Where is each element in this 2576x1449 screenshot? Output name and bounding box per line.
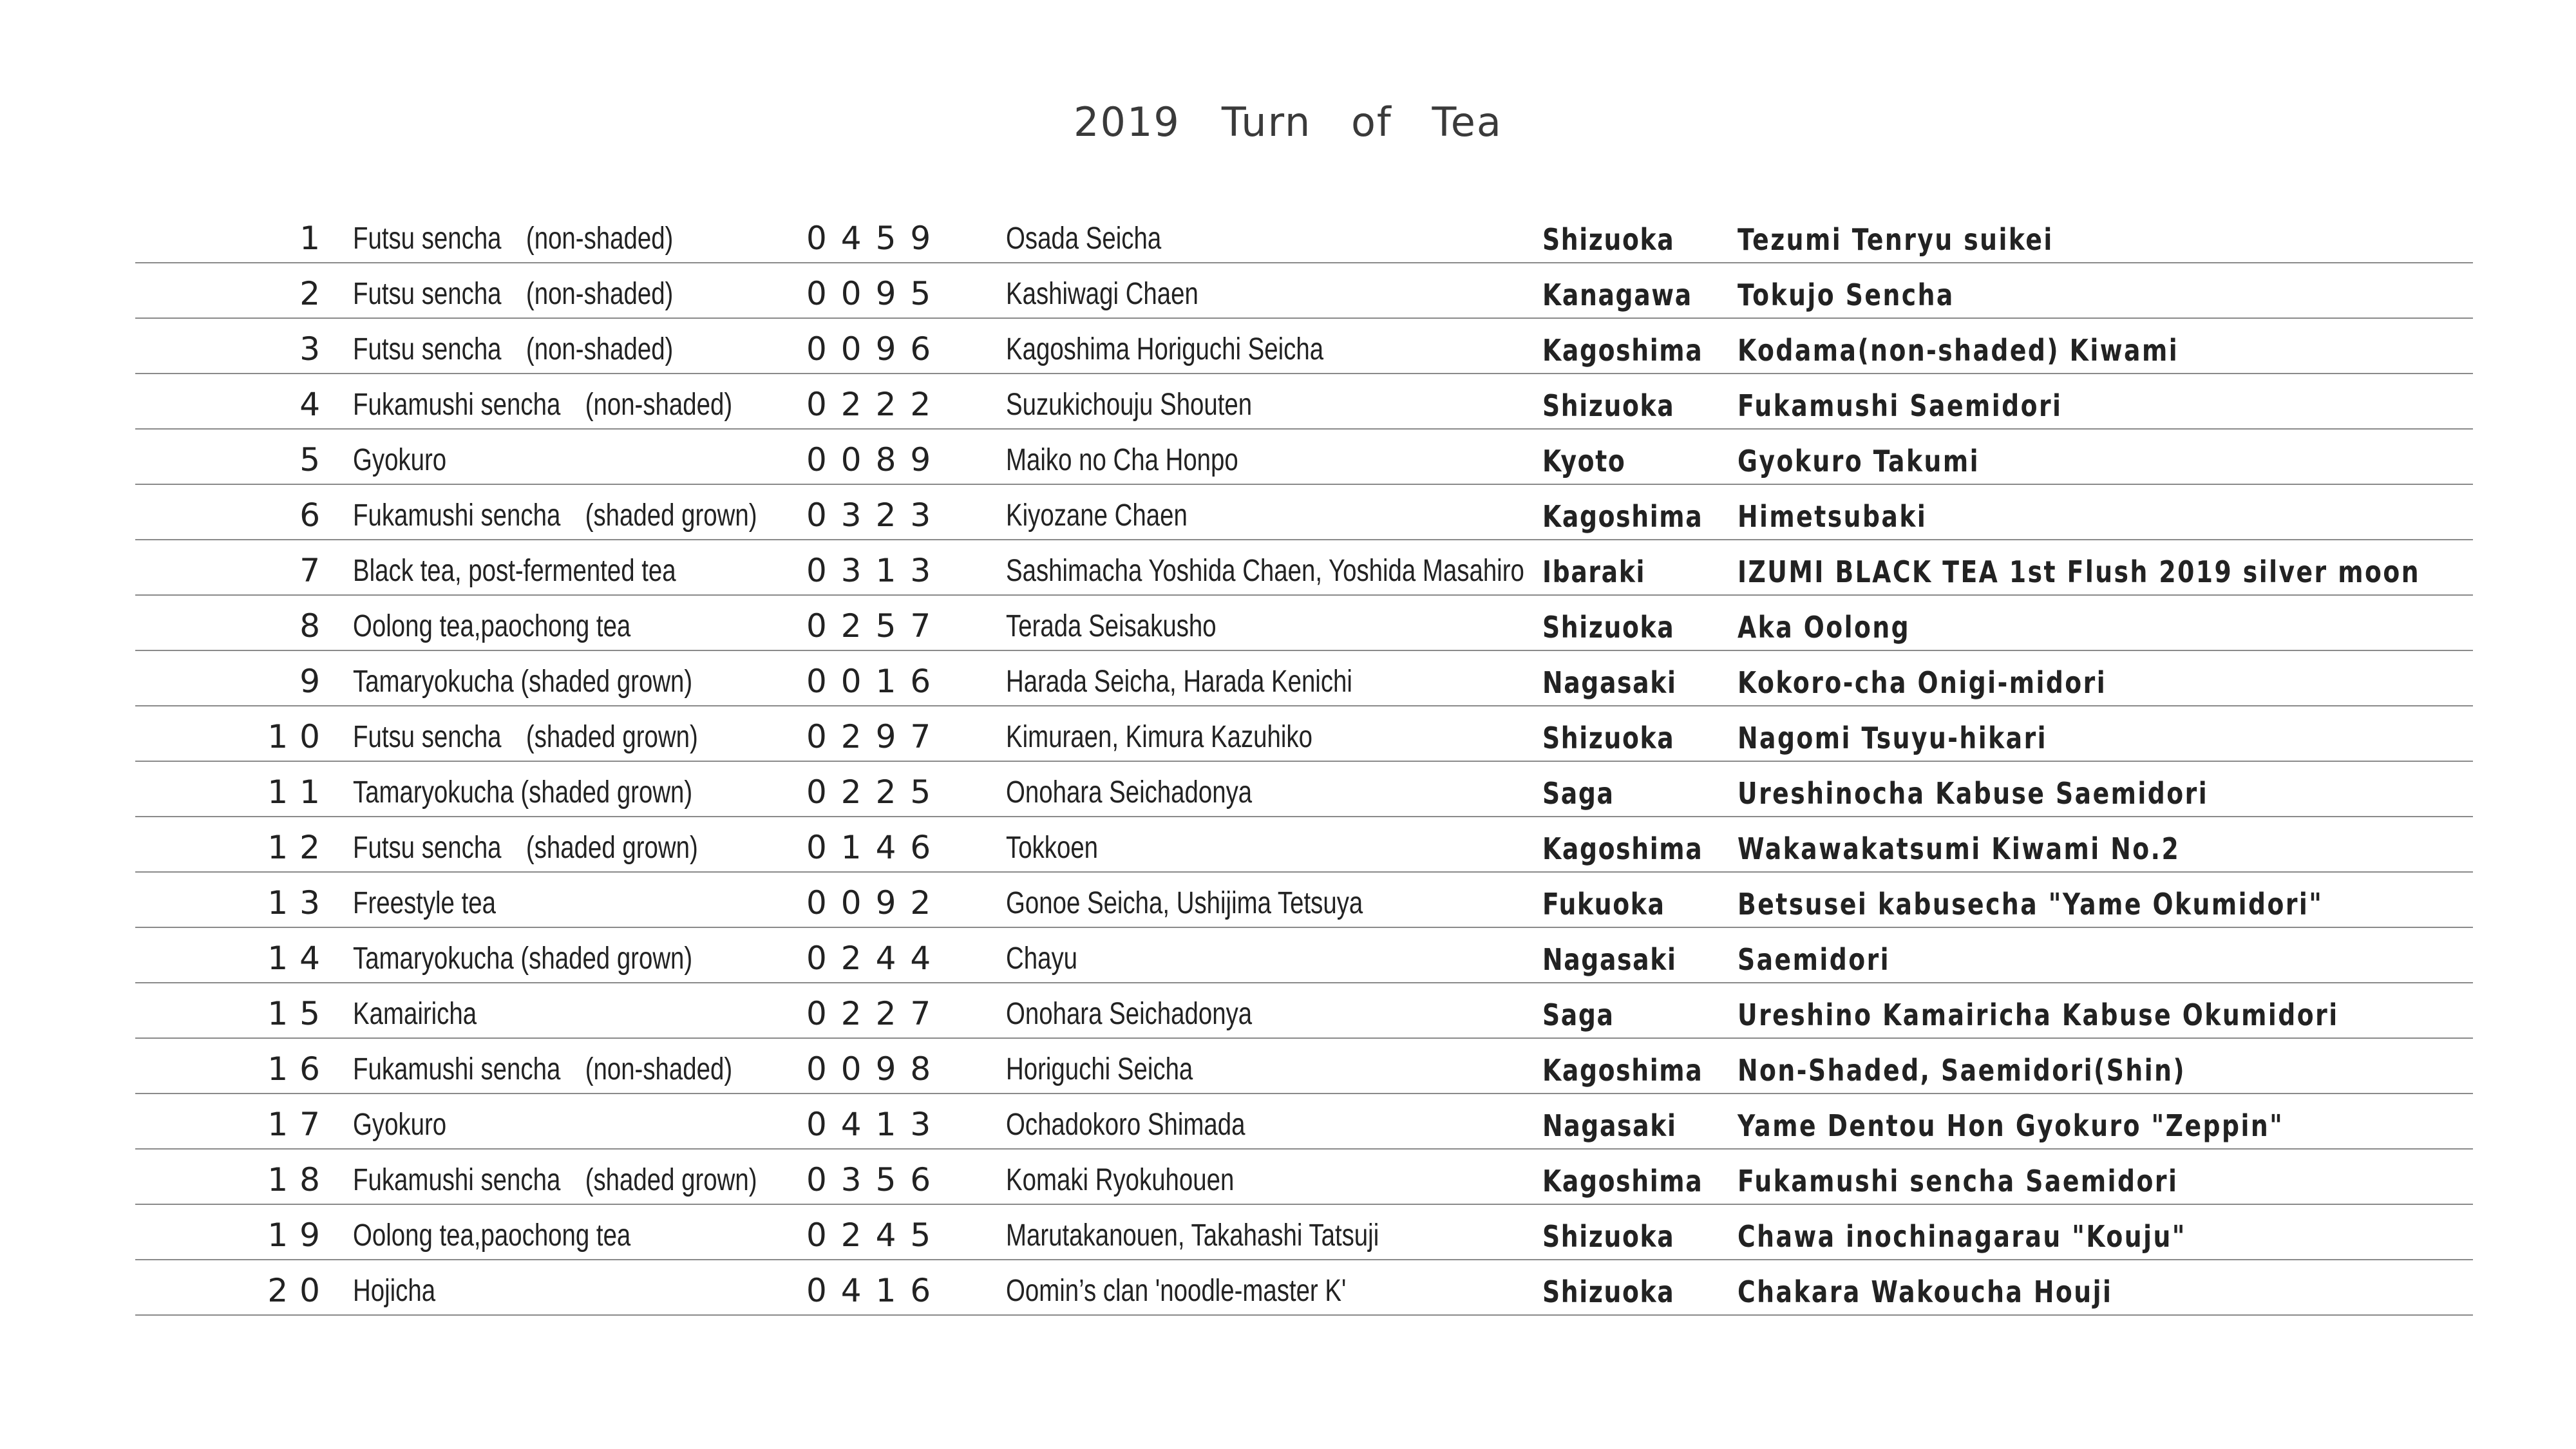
entry-number-cell: 0225 <box>806 773 945 811</box>
category-cell: Oolong tea,paochong tea <box>353 1218 631 1253</box>
rank-cell: 17 <box>267 1106 332 1143</box>
tea-name-cell: IZUMI BLACK TEA 1st Flush 2019 silver moon <box>1738 554 2421 589</box>
rank-cell: 4 <box>299 386 332 423</box>
category-cell: Fukamushi sencha (shaded grown) <box>353 498 757 533</box>
page-title: 2019 Turn of Tea <box>1074 99 1502 146</box>
tea-name-cell: Chawa inochinagarau "Kouju" <box>1738 1219 2186 1254</box>
tea-name-cell: Saemidori <box>1738 942 1891 977</box>
tea-name-cell: Kodama(non-shaded) Kiwami <box>1738 333 2179 368</box>
entry-number-cell: 0245 <box>806 1217 945 1254</box>
producer-cell: Horiguchi Seicha <box>1006 1052 1193 1086</box>
category-cell: Fukamushi sencha (shaded grown) <box>353 1163 757 1197</box>
tea-name-cell: Aka Oolong <box>1738 610 1911 645</box>
rank-cell: 9 <box>299 663 332 700</box>
tea-name-cell: Fukamushi sencha Saemidori <box>1738 1164 2179 1198</box>
rank-cell: 3 <box>299 330 332 368</box>
table-row <box>135 430 2473 485</box>
rank-cell: 10 <box>267 718 332 755</box>
category-cell: Futsu sencha (non-shaded) <box>353 222 674 256</box>
rank-cell: 5 <box>299 441 332 478</box>
category-cell: Kamairicha <box>353 997 477 1031</box>
prefecture-cell: Fukuoka <box>1542 887 1665 922</box>
tea-name-cell: Wakawakatsumi Kiwami No.2 <box>1738 831 2181 866</box>
entry-number-cell: 0222 <box>806 386 945 423</box>
tea-name-cell: Ureshinocha Kabuse Saemidori <box>1738 776 2209 811</box>
producer-cell: Kashiwagi Chaen <box>1006 277 1198 311</box>
category-cell: Tamaryokucha (shaded grown) <box>353 665 693 699</box>
table-row <box>135 928 2473 983</box>
category-cell: Black tea, post-fermented tea <box>353 554 676 588</box>
rank-cell: 2 <box>299 275 332 312</box>
prefecture-cell: Kagoshima <box>1542 1053 1703 1088</box>
producer-cell: Marutakanouen, Takahashi Tatsuji <box>1006 1218 1379 1253</box>
prefecture-cell: Kagoshima <box>1542 499 1703 534</box>
rank-cell: 19 <box>267 1217 332 1254</box>
tea-name-cell: Himetsubaki <box>1738 499 1927 534</box>
prefecture-cell: Nagasaki <box>1542 1108 1677 1143</box>
producer-cell: Terada Seisakusho <box>1006 609 1217 643</box>
producer-cell: Komaki Ryokuhouen <box>1006 1163 1235 1197</box>
category-cell: Futsu sencha (non-shaded) <box>353 277 674 311</box>
tea-name-cell: Tezumi Tenryu suikei <box>1738 222 2054 257</box>
table-row <box>135 651 2473 706</box>
producer-cell: Ochadokoro Shimada <box>1006 1108 1245 1142</box>
rank-cell: 6 <box>299 497 332 534</box>
producer-cell: Onohara Seichadonya <box>1006 997 1253 1031</box>
entry-number-cell: 0146 <box>806 829 945 866</box>
entry-number-cell: 0459 <box>806 220 945 257</box>
prefecture-cell: Kagoshima <box>1542 831 1703 866</box>
rank-cell: 14 <box>267 940 332 977</box>
producer-cell: Harada Seicha, Harada Kenichi <box>1006 665 1352 699</box>
entry-number-cell: 0227 <box>806 995 945 1032</box>
rank-cell: 18 <box>267 1161 332 1198</box>
entry-number-cell: 0413 <box>806 1106 945 1143</box>
tea-name-cell: Yame Dentou Hon Gyokuro "Zeppin" <box>1738 1108 2284 1143</box>
category-cell: Hojicha <box>353 1274 436 1308</box>
table-row <box>135 1205 2473 1260</box>
table-row <box>135 1039 2473 1094</box>
prefecture-cell: Shizuoka <box>1542 721 1675 755</box>
entry-number-cell: 0095 <box>806 275 945 312</box>
prefecture-cell: Shizuoka <box>1542 388 1675 423</box>
table-row <box>135 1150 2473 1205</box>
rank-cell: 8 <box>299 607 332 645</box>
producer-cell: Maiko no Cha Honpo <box>1006 443 1238 477</box>
rank-cell: 1 <box>299 220 332 257</box>
producer-cell: Suzukichouju Shouten <box>1006 388 1253 422</box>
table-row <box>135 596 2473 651</box>
rank-cell: 7 <box>299 552 332 589</box>
prefecture-cell: Shizuoka <box>1542 1219 1675 1254</box>
table-row <box>135 485 2473 540</box>
rank-cell: 11 <box>267 773 332 811</box>
tea-name-cell: Kokoro-cha Onigi-midori <box>1738 665 2107 700</box>
entry-number-cell: 0244 <box>806 940 945 977</box>
table-row <box>135 706 2473 762</box>
producer-cell: Tokkoen <box>1006 831 1099 865</box>
producer-cell: Kimuraen, Kimura Kazuhiko <box>1006 720 1312 754</box>
prefecture-cell: Saga <box>1542 998 1615 1032</box>
entry-number-cell: 0356 <box>806 1161 945 1198</box>
entry-number-cell: 0089 <box>806 441 945 478</box>
category-cell: Futsu sencha (shaded grown) <box>353 831 698 865</box>
prefecture-cell: Kagoshima <box>1542 333 1703 368</box>
category-cell: Gyokuro <box>353 443 447 477</box>
category-cell: Freestyle tea <box>353 886 496 920</box>
rank-cell: 15 <box>267 995 332 1032</box>
table-row <box>135 1260 2473 1316</box>
entry-number-cell: 0092 <box>806 884 945 922</box>
category-cell: Tamaryokucha (shaded grown) <box>353 942 693 976</box>
producer-cell: Osada Seicha <box>1006 222 1162 256</box>
category-cell: Futsu sencha (shaded grown) <box>353 720 698 754</box>
tea-name-cell: Tokujo Sencha <box>1738 278 1955 312</box>
category-cell: Fukamushi sencha (non-shaded) <box>353 388 733 422</box>
table-row <box>135 762 2473 817</box>
prefecture-cell: Nagasaki <box>1542 942 1677 977</box>
tea-name-cell: Betsusei kabusecha "Yame Okumidori" <box>1738 887 2324 922</box>
tea-name-cell: Ureshino Kamairicha Kabuse Okumidori <box>1738 998 2339 1032</box>
category-cell: Tamaryokucha (shaded grown) <box>353 775 693 810</box>
tea-name-cell: Chakara Wakoucha Houji <box>1738 1274 2113 1309</box>
prefecture-cell: Kyoto <box>1542 444 1626 478</box>
rank-cell: 12 <box>267 829 332 866</box>
tea-name-cell: Fukamushi Saemidori <box>1738 388 2063 423</box>
table-row <box>135 873 2473 928</box>
producer-cell: Onohara Seichadonya <box>1006 775 1253 810</box>
entry-number-cell: 0416 <box>806 1272 945 1309</box>
producer-cell: Chayu <box>1006 942 1077 976</box>
producer-cell: Oomin’s clan 'noodle-master K' <box>1006 1274 1347 1308</box>
table-row <box>135 540 2473 596</box>
rank-cell: 13 <box>267 884 332 922</box>
prefecture-cell: Shizuoka <box>1542 1274 1675 1309</box>
tea-name-cell: Nagomi Tsuyu-hikari <box>1738 721 2048 755</box>
producer-cell: Kiyozane Chaen <box>1006 498 1188 533</box>
prefecture-cell: Kanagawa <box>1542 278 1692 312</box>
rank-cell: 16 <box>267 1050 332 1088</box>
prefecture-cell: Ibaraki <box>1542 554 1646 589</box>
rank-cell: 20 <box>267 1272 332 1309</box>
table-row <box>135 319 2473 374</box>
table-row <box>135 983 2473 1039</box>
category-cell: Futsu sencha (non-shaded) <box>353 332 674 366</box>
results-table <box>135 208 2473 1316</box>
producer-cell: Sashimacha Yoshida Chaen, Yoshida Masahiro <box>1006 554 1524 588</box>
entry-number-cell: 0257 <box>806 607 945 645</box>
prefecture-cell: Shizuoka <box>1542 610 1675 645</box>
entry-number-cell: 0096 <box>806 330 945 368</box>
table-row <box>135 1094 2473 1150</box>
tea-name-cell: Gyokuro Takumi <box>1738 444 1980 478</box>
table-row <box>135 208 2473 263</box>
prefecture-cell: Nagasaki <box>1542 665 1677 700</box>
table-row <box>135 374 2473 430</box>
table-row <box>135 817 2473 873</box>
prefecture-cell: Kagoshima <box>1542 1164 1703 1198</box>
prefecture-cell: Shizuoka <box>1542 222 1675 257</box>
category-cell: Oolong tea,paochong tea <box>353 609 631 643</box>
table-row <box>135 263 2473 319</box>
entry-number-cell: 0323 <box>806 497 945 534</box>
category-cell: Fukamushi sencha (non-shaded) <box>353 1052 733 1086</box>
entry-number-cell: 0297 <box>806 718 945 755</box>
entry-number-cell: 0016 <box>806 663 945 700</box>
category-cell: Gyokuro <box>353 1108 447 1142</box>
entry-number-cell: 0098 <box>806 1050 945 1088</box>
prefecture-cell: Saga <box>1542 776 1615 811</box>
tea-name-cell: Non-Shaded, Saemidori(Shin) <box>1738 1053 2186 1088</box>
producer-cell: Kagoshima Horiguchi Seicha <box>1006 332 1324 366</box>
producer-cell: Gonoe Seicha, Ushijima Tetsuya <box>1006 886 1363 920</box>
entry-number-cell: 0313 <box>806 552 945 589</box>
